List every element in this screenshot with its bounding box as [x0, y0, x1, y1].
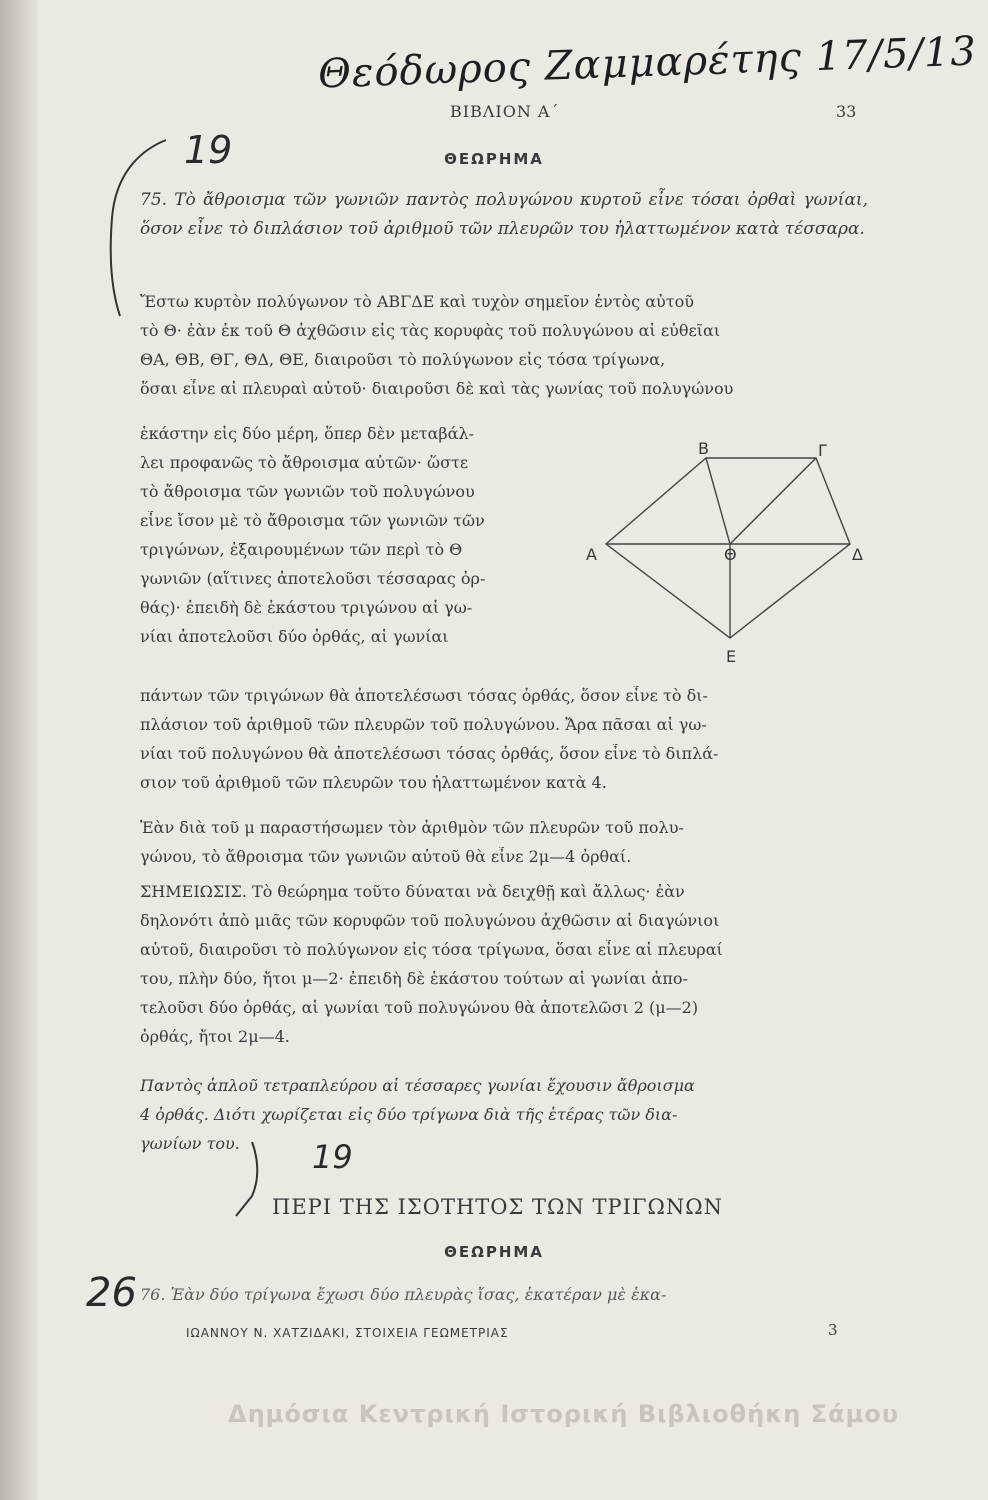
proof-rest-line: πάντων τῶν τριγώνων θὰ ἀποτελέσωσι τόσας ὀρθάς, ὅσον εἶνε τὸ δι-	[140, 686, 708, 705]
page-number: 33	[836, 102, 857, 121]
note-lines-line: αὐτοῦ, διαιροῦσι τὸ πολύγωνον εἰς τόσα τρίγωνα, ὅσαι εἶνε αἱ πλευραί	[140, 940, 723, 959]
vertex-label-G: Γ	[818, 441, 827, 460]
footer-signature: 3	[828, 1321, 838, 1339]
footer-book-title: ΙΩΑΝΝΟΥ Ν. ΧΑΤΖΙΔΑΚΙ, ΣΤΟΙΧΕΙΑ ΓΕΩΜΕΤΡΙΑΣ	[186, 1326, 509, 1340]
proof-rest-line: νίαι τοῦ πολυγώνου θὰ ἀποτελέσωσι τόσας ὀρθάς, ὅσον εἶνε τὸ διπλά-	[140, 744, 719, 763]
proof-narrow-line: εἶνε ἴσον μὲ τὸ ἄθροισμα τῶν γωνιῶν τῶν	[140, 511, 485, 530]
proof-narrow-line: ἑκάστην εἰς δύο μέρη, ὅπερ δὲν μεταβάλ-	[140, 424, 475, 443]
theorem-heading-1: ΘΕΩΡΗΜΑ	[444, 150, 544, 168]
proof-lines-line: ΘΑ, ΘΒ, ΘΓ, ΘΔ, ΘΕ, διαιροῦσι τὸ πολύγωνον εἰς τόσα τρίγωνα,	[140, 350, 666, 369]
proof-lines-line: τὸ Θ· ἐὰν ἐκ τοῦ Θ ἀχθῶσιν εἰς τὰς κορυφὰς τοῦ πολυγώνου αἱ εὐθεῖαι	[140, 321, 721, 340]
note-lines-line: δηλονότι ἀπὸ μιᾶς τῶν κορυφῶν τοῦ πολυγώνου ἀχθῶσιν αἱ διαγώνιοι	[140, 911, 720, 930]
vertex-label-B: Β	[698, 439, 709, 458]
proof-lines-line: Ἔστω κυρτὸν πολύγωνον τὸ ΑΒΓΔΕ καὶ τυχὸν σημεῖον ἐντὸς αὐτοῦ	[140, 292, 694, 311]
proof-lines-line: ὅσαι εἶνε αἱ πλευραὶ αὐτοῦ· διαιροῦσι δὲ καὶ τὰς γωνίας τοῦ πολυγώνου	[140, 379, 734, 398]
theorem-heading-2: ΘΕΩΡΗΜΑ	[444, 1243, 544, 1261]
quad-lines-line: 4 ὀρθάς. Διότι χωρίζεται εἰς δύο τρίγωνα διὰ τῆς ἑτέρας τῶν δια-	[140, 1105, 678, 1124]
proof-narrow-line: τὸ ἄθροισμα τῶν γωνιῶν τοῦ πολυγώνου	[140, 482, 475, 501]
quad-lines-line: γωνίων του.	[140, 1134, 240, 1153]
section-title: ΠΕΡΙ ΤΗΣ ΙΣΟΤΗΤΟΣ ΤΩΝ ΤΡΙΓΩΝΩΝ	[272, 1195, 724, 1219]
segment-ThB	[706, 458, 730, 544]
center-label-Th: Θ	[724, 545, 737, 564]
proof-narrow-line: λει προφανῶς τὸ ἄθροισμα αὐτῶν· ὥστε	[140, 453, 469, 472]
quad-lines-line: Παντὸς ἁπλοῦ τετραπλεύρου αἱ τέσσαρες γωνίαι ἔχουσιν ἄθροισμα	[140, 1076, 695, 1095]
para-mu-line: γώνου, τὸ ἄθροισμα τῶν γωνιῶν αὐτοῦ θὰ εἶνε 2μ—4 ὀρθαί.	[140, 847, 632, 866]
vertex-label-E: Ε	[726, 647, 737, 666]
proof-narrow-line: τριγώνων, ἐξαιρουμένων τῶν περὶ τὸ Θ	[140, 540, 463, 559]
note-lines-line: ΣΗΜΕΙΩΣΙΣ. Τὸ θεώρημα τοῦτο δύναται νὰ δειχθῇ καὶ ἄλλως· ἐὰν	[140, 882, 685, 901]
proof-narrow-line: γωνιῶν (αἵτινες ἀποτελοῦσι τέσσαρας ὀρ-	[140, 569, 486, 588]
vertex-label-A: Α	[586, 545, 597, 564]
theorem-76-statement: 76. Ἐὰν δύο τρίγωνα ἔχωσι δύο πλευρὰς ἴσας, ἑκατέραν μὲ ἑκα-	[140, 1285, 667, 1304]
handwritten-number-top: 19	[184, 128, 233, 172]
note-lines-line: του, πλὴν δύο, ἤτοι μ—2· ἐπειδὴ δὲ ἑκάστου τούτων αἱ γωνίαι ἀπο-	[140, 969, 688, 988]
running-header: ΒΙΒΛΙΟΝ Α΄	[450, 102, 560, 121]
note-lines-line: ὀρθάς, ἤτοι 2μ—4.	[140, 1027, 290, 1046]
proof-narrow-line: θάς)· ἐπειδὴ δὲ ἑκάστου τριγώνου αἱ γω-	[140, 598, 473, 617]
library-watermark: Δημόσια Κεντρική Ιστορική Βιβλιοθήκη Σάμου	[228, 1400, 899, 1428]
proof-narrow-line: νίαι ἀποτελοῦσι δύο ὀρθάς, αἱ γωνίαι	[140, 627, 449, 646]
handwritten-number-bottom: 26	[86, 1270, 137, 1316]
theorem-75-statement: 75. Τὸ ἄθροισμα τῶν γωνιῶν παντὸς πολυγώνου κυρτοῦ εἶνε τόσαι ὀρθαὶ γωνίαι, ὅσον εἶνε τὸ διπλάσιον τοῦ ἀριθμοῦ τῶν πλευρῶν του ἠλαττωμένον κατὰ τέσσαρα.	[140, 190, 868, 239]
handwritten-number-mid: 19	[312, 1138, 353, 1176]
proof-rest-line: πλάσιον τοῦ ἀριθμοῦ τῶν πλευρῶν τοῦ πολυγώνου. Ἄρα πᾶσαι αἱ γω-	[140, 715, 707, 734]
proof-rest-line: σιον τοῦ ἀριθμοῦ τῶν πλευρῶν του ἠλαττωμένον κατὰ 4.	[140, 773, 607, 792]
segment-ThG	[730, 458, 816, 544]
pentagon-figure	[580, 432, 880, 672]
page-edge-shadow	[0, 0, 38, 1500]
vertex-label-D: Δ	[852, 545, 863, 564]
handwritten-note: Θεόδωρος Ζαμμαρέτης 17/5/13	[317, 28, 978, 98]
note-lines-line: τελοῦσι δύο ὀρθάς, αἱ γωνίαι τοῦ πολυγώνου θὰ ἀποτελῶσι 2 (μ—2)	[140, 998, 699, 1017]
para-mu-line: Ἐὰν διὰ τοῦ μ παραστήσωμεν τὸν ἀριθμὸν τῶν πλευρῶν τοῦ πολυ-	[140, 818, 684, 837]
